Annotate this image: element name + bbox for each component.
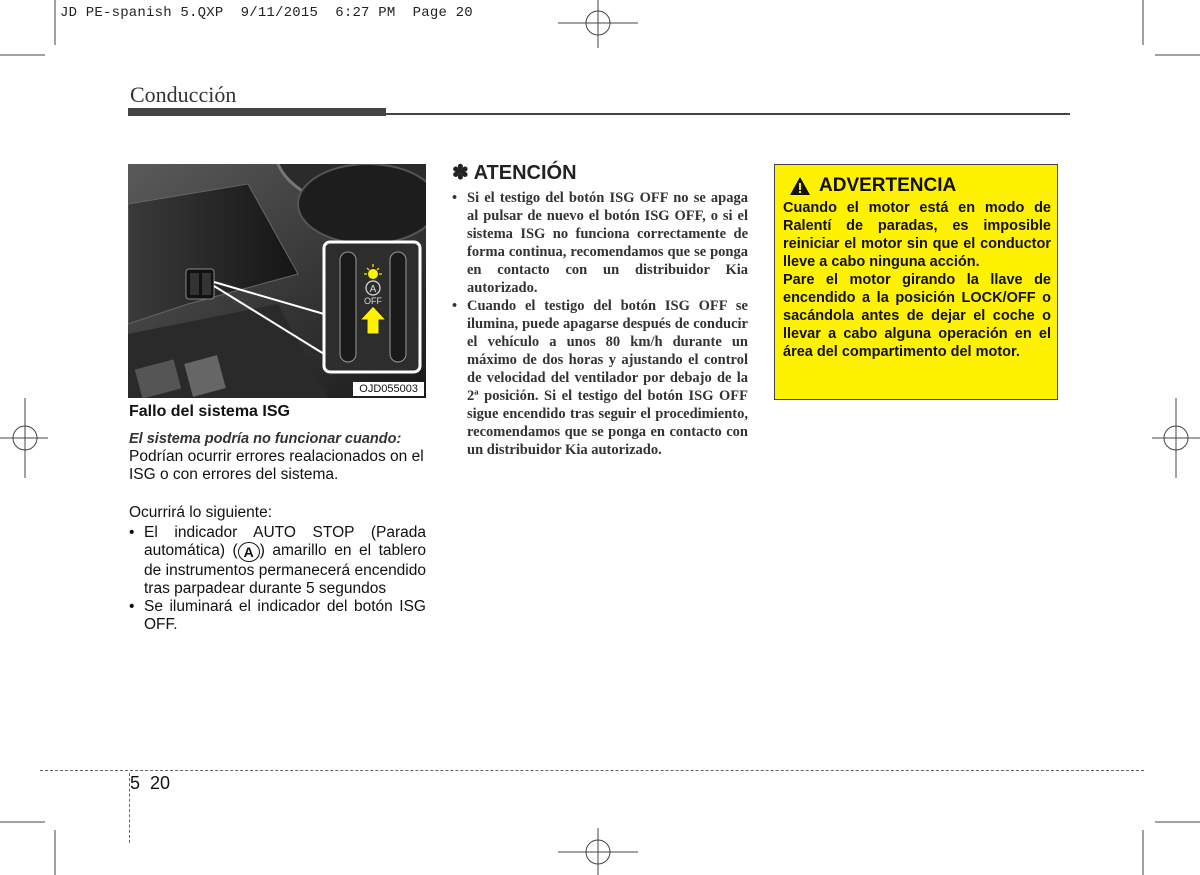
registration-mark-left (0, 398, 48, 478)
isg-failure-intro: Podrían ocurrir errores realacionados on el ISG o con errores del sistema. (129, 448, 424, 483)
atencion-section (452, 160, 748, 459)
advertencia-paragraph: Pare el motor girando la llave de encendido a la posición LOCK/OFF o sacándola antes de dejar el coche o llevar a cabo alguna operación en el área del compartimento del motor. (783, 272, 1051, 360)
left-column (129, 403, 426, 634)
registration-mark-bottom (558, 828, 638, 875)
registration-mark-right (1152, 398, 1200, 478)
advertencia-box (774, 164, 1058, 400)
isg-failure-subheading: El sistema podría no funcionar cuando: (129, 431, 402, 447)
header-rule-thick (128, 108, 386, 116)
print-slug: JD PE-spanish 5.QXP 9/11/2015 6:27 PM Page 20 (60, 5, 473, 21)
isg-failure-list (129, 524, 426, 634)
header-rule-thin (386, 113, 1070, 115)
asterisk-icon: ✽ (452, 162, 469, 184)
page-number-value: 20 (150, 773, 171, 793)
page-number (130, 773, 170, 794)
isg-failure-lead: Ocurrirá lo siguiente: (129, 504, 273, 521)
warning-triangle-icon (789, 176, 811, 196)
section-title: Conducción (130, 82, 237, 107)
registration-mark-top (558, 0, 638, 48)
section-number: 5 (130, 773, 141, 793)
isg-failure-heading: Fallo del sistema ISG (129, 403, 290, 420)
footer-rule (40, 770, 1144, 771)
auto-stop-icon: A (238, 542, 260, 562)
list-item: • Cuando el testigo del botón ISG OFF se ilumina, puede apagarse después de conducir el vehículo a unos 80 km/h durante un máximo de dos horas y ajustando el control de velocidad del ventilador por debajo de la 2ª posición. Si el testigo del botón ISG OFF sigue encendido tras seguir el procedimiento, recomendamos que se ponga en contacto con un distribuidor Kia autorizado. (452, 297, 748, 459)
list-item: • Se iluminará el indicador del botón ISG OFF. (129, 598, 426, 634)
list-item: • Si el testigo del botón ISG OFF no se apaga al pulsar de nuevo el botón ISG OFF, o si el sistema ISG no funciona correctamente de forma continua, recomendamos que se ponga en contacto con un distribuidor Kia autorizado. (452, 189, 748, 297)
list-item: • El indicador AUTO STOP (Parada automática) ( A ) amarillo en el tablero de instrumentos permanecerá encendido tras parpadear durante 5 segundos (129, 524, 426, 598)
photo-code: OJD055003 (353, 382, 424, 396)
advertencia-heading: ADVERTENCIA (789, 175, 1051, 197)
dashboard-illustration (128, 164, 426, 398)
button-symbol: A (369, 284, 377, 295)
atencion-list (452, 189, 748, 459)
dashboard-photo (128, 164, 426, 398)
button-label: OFF (364, 296, 382, 306)
advertencia-paragraph: Cuando el motor está en modo de Ralentí de paradas, es imposible reiniciar el motor sin que el conductor lleve a cabo ninguna acción. (783, 200, 1051, 270)
atencion-heading: ✽ ATENCIÓN (452, 162, 577, 184)
